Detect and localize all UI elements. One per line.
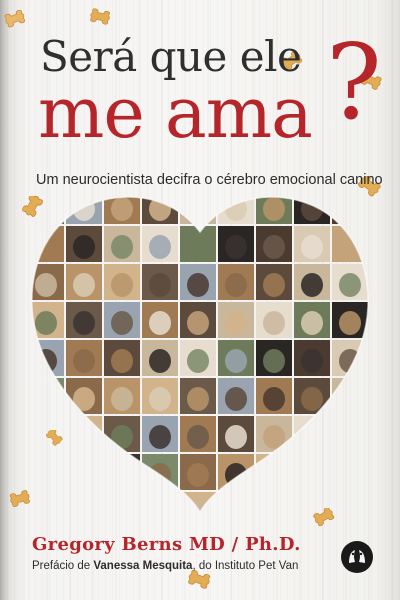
dog-face-shape xyxy=(225,425,247,449)
dog-face-shape xyxy=(301,387,323,411)
dog-photo-tile xyxy=(218,492,254,528)
dog-face-shape xyxy=(377,197,399,221)
dog-face-shape xyxy=(377,235,399,259)
dog-photo-tile xyxy=(294,416,330,452)
dog-face-shape xyxy=(187,311,209,335)
dog-photo-tile xyxy=(104,454,140,490)
dog-face-shape xyxy=(111,425,133,449)
dog-face-shape xyxy=(111,197,133,221)
dog-face-shape xyxy=(263,349,285,373)
dog-face-shape xyxy=(35,311,57,335)
dog-face-shape xyxy=(187,387,209,411)
dog-face-shape xyxy=(187,463,209,487)
dog-photo-tile xyxy=(332,188,368,224)
dog-face-shape xyxy=(301,425,323,449)
dog-face-shape xyxy=(149,311,171,335)
dog-face-shape xyxy=(111,311,133,335)
dog-face-shape xyxy=(35,273,57,297)
dog-photo-tile xyxy=(370,416,400,452)
dog-face-shape xyxy=(111,273,133,297)
dog-photo-tile xyxy=(28,188,64,224)
dog-face-shape xyxy=(263,463,285,487)
dog-face-shape xyxy=(73,425,95,449)
dog-face-shape xyxy=(35,425,57,449)
dog-face-shape xyxy=(339,501,361,525)
dog-face-shape xyxy=(111,387,133,411)
dog-face-shape xyxy=(301,235,323,259)
dog-face-shape xyxy=(377,387,399,411)
dog-face-shape xyxy=(339,425,361,449)
dog-face-shape xyxy=(377,425,399,449)
dog-face-shape xyxy=(377,273,399,297)
dog-photo-tile xyxy=(370,302,400,338)
dog-photo-tile xyxy=(370,454,400,490)
preface-name: Vanessa Mesquita xyxy=(93,560,193,572)
dog-face-shape xyxy=(187,349,209,373)
dog-photo-tile xyxy=(332,378,368,414)
author-name: Gregory Berns MD / Ph.D. xyxy=(32,534,301,555)
dog-face-shape xyxy=(225,349,247,373)
dog-face-shape xyxy=(111,501,133,525)
dog-photo-tile xyxy=(370,188,400,224)
dog-photo-tile xyxy=(104,492,140,528)
dog-photo-tile xyxy=(294,454,330,490)
dog-photo-tile xyxy=(28,454,64,490)
dog-face-shape xyxy=(263,387,285,411)
dog-photo-tile xyxy=(332,416,368,452)
dog-face-shape xyxy=(149,501,171,525)
dog-face-shape xyxy=(35,387,57,411)
dog-face-shape xyxy=(73,197,95,221)
title-line-1: Será que ele xyxy=(40,32,302,81)
dog-photo-tile xyxy=(370,264,400,300)
dog-face-shape xyxy=(301,501,323,525)
dog-face-shape xyxy=(73,349,95,373)
dog-photo-tile xyxy=(294,492,330,528)
dog-face-shape xyxy=(339,311,361,335)
preface-credit xyxy=(32,560,342,572)
dog-face-shape xyxy=(225,273,247,297)
dog-photo-tile xyxy=(180,188,216,224)
dog-face-shape xyxy=(301,463,323,487)
dog-photo-tile xyxy=(66,454,102,490)
dog-face-shape xyxy=(377,349,399,373)
dog-face-shape xyxy=(225,311,247,335)
dog-face-shape xyxy=(263,197,285,221)
dog-face-shape xyxy=(73,463,95,487)
dog-face-shape xyxy=(263,311,285,335)
dog-photo-tile xyxy=(370,378,400,414)
preface-suffix: , do Instituto Pet Van xyxy=(192,560,299,572)
dog-face-shape xyxy=(339,273,361,297)
dog-face-shape xyxy=(339,235,361,259)
dog-face-shape xyxy=(263,501,285,525)
dog-photo-tile xyxy=(370,226,400,262)
dog-face-shape xyxy=(73,387,95,411)
dog-face-shape xyxy=(377,463,399,487)
dog-photo-tile xyxy=(370,492,400,528)
dog-photo-tile xyxy=(66,492,102,528)
dog-face-shape xyxy=(301,311,323,335)
title-line-2: me ama xyxy=(38,72,312,154)
dog-photo-tile xyxy=(332,492,368,528)
dog-face-shape xyxy=(263,273,285,297)
dog-face-shape xyxy=(339,197,361,221)
dog-face-shape xyxy=(225,387,247,411)
photo-mosaic-grid xyxy=(28,188,400,528)
dog-photo-tile xyxy=(256,454,292,490)
dog-face-shape xyxy=(187,425,209,449)
dog-photo-tile xyxy=(28,416,64,452)
dog-face-shape xyxy=(111,235,133,259)
dog-face-shape xyxy=(225,235,247,259)
dog-face-shape xyxy=(149,387,171,411)
dog-face-shape xyxy=(187,197,209,221)
title-question-mark: ? xyxy=(326,21,382,143)
subtitle: Um neurocientista decifra o cérebro emocional canino xyxy=(36,172,383,188)
dog-photo-tile xyxy=(28,492,64,528)
dog-face-shape xyxy=(149,273,171,297)
dog-face-shape xyxy=(35,463,57,487)
dog-face-shape xyxy=(73,501,95,525)
dog-face-shape xyxy=(377,311,399,335)
dog-photo-tile xyxy=(332,454,368,490)
dog-face-shape xyxy=(149,235,171,259)
dog-face-shape xyxy=(73,273,95,297)
dog-face-shape xyxy=(339,387,361,411)
dog-photo-tile xyxy=(66,416,102,452)
dog-face-shape xyxy=(111,349,133,373)
dog-face-shape xyxy=(35,197,57,221)
dog-face-shape xyxy=(263,235,285,259)
dog-face-shape xyxy=(35,501,57,525)
dog-face-shape xyxy=(111,463,133,487)
dog-photo-tile xyxy=(142,492,178,528)
publisher-logo-icon xyxy=(340,540,374,574)
dog-face-shape xyxy=(149,425,171,449)
dog-face-shape xyxy=(73,235,95,259)
dog-face-shape xyxy=(225,501,247,525)
dog-face-shape xyxy=(301,273,323,297)
dog-face-shape xyxy=(35,235,57,259)
dog-face-shape xyxy=(339,463,361,487)
dog-face-shape xyxy=(187,235,209,259)
dog-photo-tile xyxy=(370,340,400,376)
dog-face-shape xyxy=(187,273,209,297)
preface-prefix: Prefácio de xyxy=(32,560,94,572)
dog-face-shape xyxy=(149,349,171,373)
dog-photo-tile xyxy=(256,492,292,528)
dog-face-shape xyxy=(377,501,399,525)
dog-face-shape xyxy=(73,311,95,335)
dog-face-shape xyxy=(301,349,323,373)
